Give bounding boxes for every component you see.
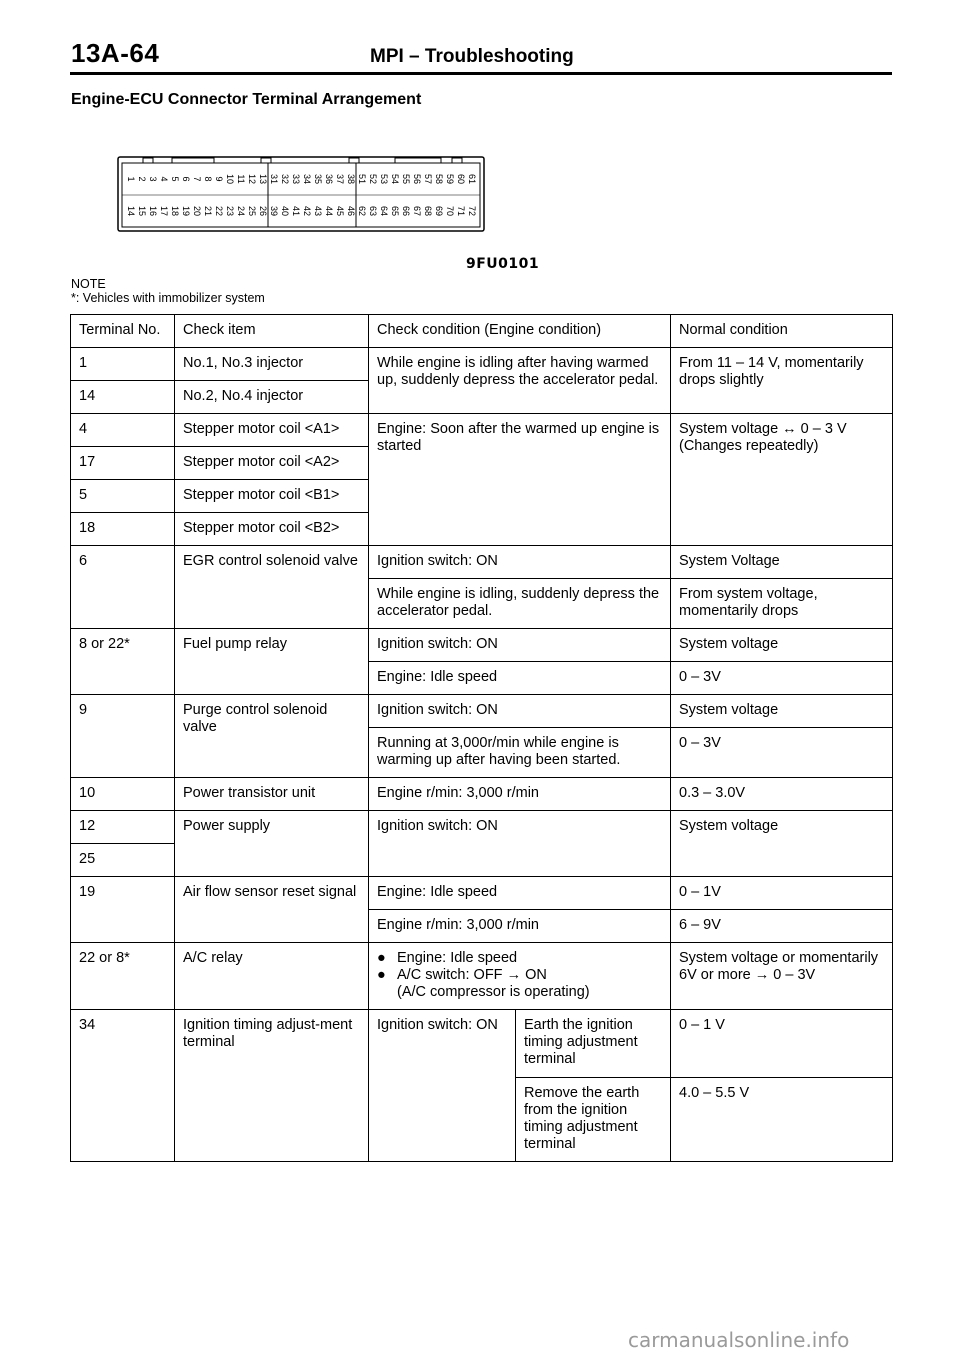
terminal-cell: 4 — [71, 414, 175, 447]
condition-cell: Engine: Idle speed — [369, 877, 671, 910]
condition-bullet-line — [377, 950, 662, 967]
pin-label: 62 — [357, 205, 368, 217]
pin-label: 60 — [456, 173, 467, 185]
pin-label: 64 — [379, 205, 390, 217]
figure-code: 9FU0101 — [466, 256, 540, 272]
condition-cell: Ignition switch: ON — [369, 811, 671, 877]
pin-label: 52 — [368, 173, 379, 185]
condition-cell — [369, 1010, 671, 1162]
normal-cell — [671, 943, 893, 1010]
item-cell — [175, 1010, 369, 1162]
pin-label: 8 — [203, 176, 214, 182]
pin-label: 21 — [203, 205, 214, 217]
note-text: *: Vehicles with immobilizer system — [71, 291, 265, 305]
pin-label: 58 — [434, 173, 445, 185]
condition-text: (A/C compressor is operating) — [397, 984, 590, 1000]
pin-label: 39 — [269, 205, 280, 217]
pin-label: 12 — [247, 173, 258, 185]
item-cell: Stepper motor coil <A1> — [175, 414, 369, 447]
normal-line: (Changes repeatedly) — [679, 438, 819, 454]
normal-cell: From system voltage, momentarily drops — [671, 579, 893, 629]
note — [71, 277, 265, 305]
condition-cell: Engine r/min: 3,000 r/min — [369, 778, 671, 811]
terminal-cell: 18 — [71, 513, 175, 546]
pin-label: 68 — [423, 205, 434, 217]
normal-cell: System Voltage — [671, 546, 893, 579]
pin-label: 26 — [258, 205, 269, 217]
table-row — [71, 943, 893, 1010]
condition-text: Ignition switch: ON — [377, 1017, 498, 1033]
terminal-cell: 19 — [71, 877, 175, 943]
normal-cell: From 11 – 14 V, momentarily drops slightly — [671, 348, 893, 414]
header-normal-condition: Normal condition — [671, 315, 893, 348]
pin-label: 14 — [126, 205, 137, 217]
normal-cell — [671, 414, 893, 546]
pin-label: 23 — [225, 205, 236, 217]
pin-label: 61 — [467, 173, 478, 185]
table-row — [71, 629, 893, 662]
item-cell: No.1, No.3 injector — [175, 348, 369, 381]
pin-label: 10 — [225, 173, 236, 185]
table-row — [71, 546, 893, 579]
pin-label: 54 — [390, 173, 401, 185]
pin-label: 44 — [324, 205, 335, 217]
normal-cell — [671, 1010, 893, 1162]
item-cell: A/C relay — [175, 943, 369, 1010]
pin-label: 33 — [291, 173, 302, 185]
condition-cell: Engine: Idle speed — [369, 662, 671, 695]
pin-label: 31 — [269, 173, 280, 185]
pin-label: 53 — [379, 173, 390, 185]
note-label: NOTE — [71, 277, 106, 291]
pin-label: 16 — [148, 205, 159, 217]
normal-cell: 0 – 1V — [671, 877, 893, 910]
page-number: 13A-64 — [71, 38, 160, 68]
pin-label: 43 — [313, 205, 324, 217]
pin-label: 1 — [126, 176, 137, 182]
pin-label: 57 — [423, 173, 434, 185]
connector-diagram — [117, 155, 485, 233]
pin-label: 2 — [137, 176, 148, 182]
sub-condition: Earth the ignition timing adjustment terminal — [516, 1010, 670, 1078]
terminal-table — [70, 314, 893, 1162]
pin-label: 42 — [302, 205, 313, 217]
sub-condition: Remove the earth from the ignition timing adjustment terminal — [524, 1085, 640, 1152]
pin-label: 55 — [401, 173, 412, 185]
pin-label: 32 — [280, 173, 291, 185]
pin-label: 66 — [401, 205, 412, 217]
condition-bullet-line — [377, 967, 662, 984]
terminal-cell: 17 — [71, 447, 175, 480]
header-check-condition: Check condition (Engine condition) — [369, 315, 671, 348]
condition-text: Engine: Idle speed — [397, 950, 518, 966]
pin-label: 71 — [456, 205, 467, 217]
pin-label: 3 — [148, 176, 159, 182]
condition-cell: While engine is idling, suddenly depress the accelerator pedal. — [369, 579, 671, 629]
section-title: Engine-ECU Connector Terminal Arrangement — [71, 91, 422, 108]
terminal-cell: 25 — [71, 844, 175, 877]
normal-cell: System voltage — [671, 811, 893, 877]
pin-label: 41 — [291, 205, 302, 217]
normal-cell: System voltage — [671, 629, 893, 662]
pin-label: 25 — [247, 205, 258, 217]
terminal-cell: 6 — [71, 546, 175, 629]
table-row — [71, 414, 893, 447]
item-cell: Power transistor unit — [175, 778, 369, 811]
table-row — [71, 778, 893, 811]
terminal-cell: 14 — [71, 381, 175, 414]
pin-label: 35 — [313, 173, 324, 185]
pin-label: 46 — [346, 205, 357, 217]
pin-label: 9 — [214, 176, 225, 182]
watermark: carmanualsonline.info — [628, 1328, 850, 1352]
pin-label: 38 — [346, 173, 357, 185]
header-check-item: Check item — [175, 315, 369, 348]
pin-label: 5 — [170, 176, 181, 182]
pin-label: 20 — [192, 205, 203, 217]
pin-label: 40 — [280, 205, 291, 217]
pin-label: 15 — [137, 205, 148, 217]
normal-line: 0 – 1 V — [671, 1010, 892, 1078]
condition-cell: Running at 3,000r/min while engine is warming up after having been started. — [369, 728, 671, 778]
item-cell: Stepper motor coil <A2> — [175, 447, 369, 480]
pin-label: 19 — [181, 205, 192, 217]
normal-line: 4.0 – 5.5 V — [679, 1085, 750, 1101]
item-cell: Power supply — [175, 811, 369, 877]
terminal-cell: 1 — [71, 348, 175, 381]
normal-line: System voltage ↔ 0 – 3 V — [679, 421, 847, 437]
terminal-cell: 5 — [71, 480, 175, 513]
item-text: Ignition timing adjust-ment terminal — [183, 1017, 353, 1050]
pin-label: 70 — [445, 205, 456, 217]
pin-label: 18 — [170, 205, 181, 217]
table-row — [71, 811, 893, 844]
condition-cell: Ignition switch: ON — [369, 546, 671, 579]
pin-label: 13 — [258, 173, 269, 185]
pin-label: 72 — [467, 205, 478, 217]
normal-line: 6V or more → 0 – 3V — [679, 967, 816, 983]
terminal-cell: 34 — [71, 1010, 175, 1162]
normal-cell: System voltage — [671, 695, 893, 728]
pin-label: 17 — [159, 205, 170, 217]
condition-cell: Engine r/min: 3,000 r/min — [369, 910, 671, 943]
pin-label: 6 — [181, 176, 192, 182]
pin-label: 56 — [412, 173, 423, 185]
normal-cell: 0 – 3V — [671, 662, 893, 695]
normal-cell: 0 – 3V — [671, 728, 893, 778]
pin-label: 7 — [192, 176, 203, 182]
bullet-icon: ● — [377, 967, 386, 983]
item-cell: Fuel pump relay — [175, 629, 369, 695]
normal-cell: 0.3 – 3.0V — [671, 778, 893, 811]
pin-label: 45 — [335, 205, 346, 217]
pin-label: 59 — [445, 173, 456, 185]
table-row — [71, 348, 893, 381]
pin-label: 36 — [324, 173, 335, 185]
pin-label: 69 — [434, 205, 445, 217]
normal-line: System voltage or momentarily — [679, 950, 879, 966]
sub-condition-column — [515, 1010, 670, 1161]
condition-cell: Engine: Soon after the warmed up engine is started — [369, 414, 671, 546]
item-text: EGR control solenoid valve — [183, 553, 358, 569]
condition-cell: Ignition switch: ON — [369, 695, 671, 728]
page-header-title: MPI – Troubleshooting — [370, 46, 574, 67]
pin-label: 63 — [368, 205, 379, 217]
bullet-icon: ● — [377, 950, 386, 966]
condition-cell: While engine is idling after having warmed up, suddenly depress the accelerator pedal. — [369, 348, 671, 414]
terminal-cell: 8 or 22* — [71, 629, 175, 695]
item-cell: Air flow sensor reset signal — [175, 877, 369, 943]
pin-label: 67 — [412, 205, 423, 217]
table-row — [71, 877, 893, 910]
pin-label: 24 — [236, 205, 247, 217]
item-cell: Purge control solenoid valve — [175, 695, 369, 778]
pin-label: 34 — [302, 173, 313, 185]
pin-label: 4 — [159, 176, 170, 182]
item-cell — [175, 546, 369, 629]
item-cell: Stepper motor coil <B2> — [175, 513, 369, 546]
header-terminal: Terminal No. — [71, 315, 175, 348]
condition-text: A/C switch: OFF → ON — [397, 967, 547, 983]
terminal-cell: 12 — [71, 811, 175, 844]
table-header-row — [71, 315, 893, 348]
pin-label: 22 — [214, 205, 225, 217]
table-row — [71, 695, 893, 728]
pin-label: 65 — [390, 205, 401, 217]
header-rule — [70, 72, 892, 75]
item-cell: No.2, No.4 injector — [175, 381, 369, 414]
pin-label: 37 — [335, 173, 346, 185]
normal-cell: 6 – 9V — [671, 910, 893, 943]
terminal-cell: 10 — [71, 778, 175, 811]
terminal-cell: 9 — [71, 695, 175, 778]
table-row — [71, 1010, 893, 1162]
pin-label: 11 — [236, 174, 247, 184]
pin-label: 51 — [357, 173, 368, 185]
terminal-cell: 22 or 8* — [71, 943, 175, 1010]
condition-cell — [369, 943, 671, 1010]
condition-cell: Ignition switch: ON — [369, 629, 671, 662]
item-cell: Stepper motor coil <B1> — [175, 480, 369, 513]
